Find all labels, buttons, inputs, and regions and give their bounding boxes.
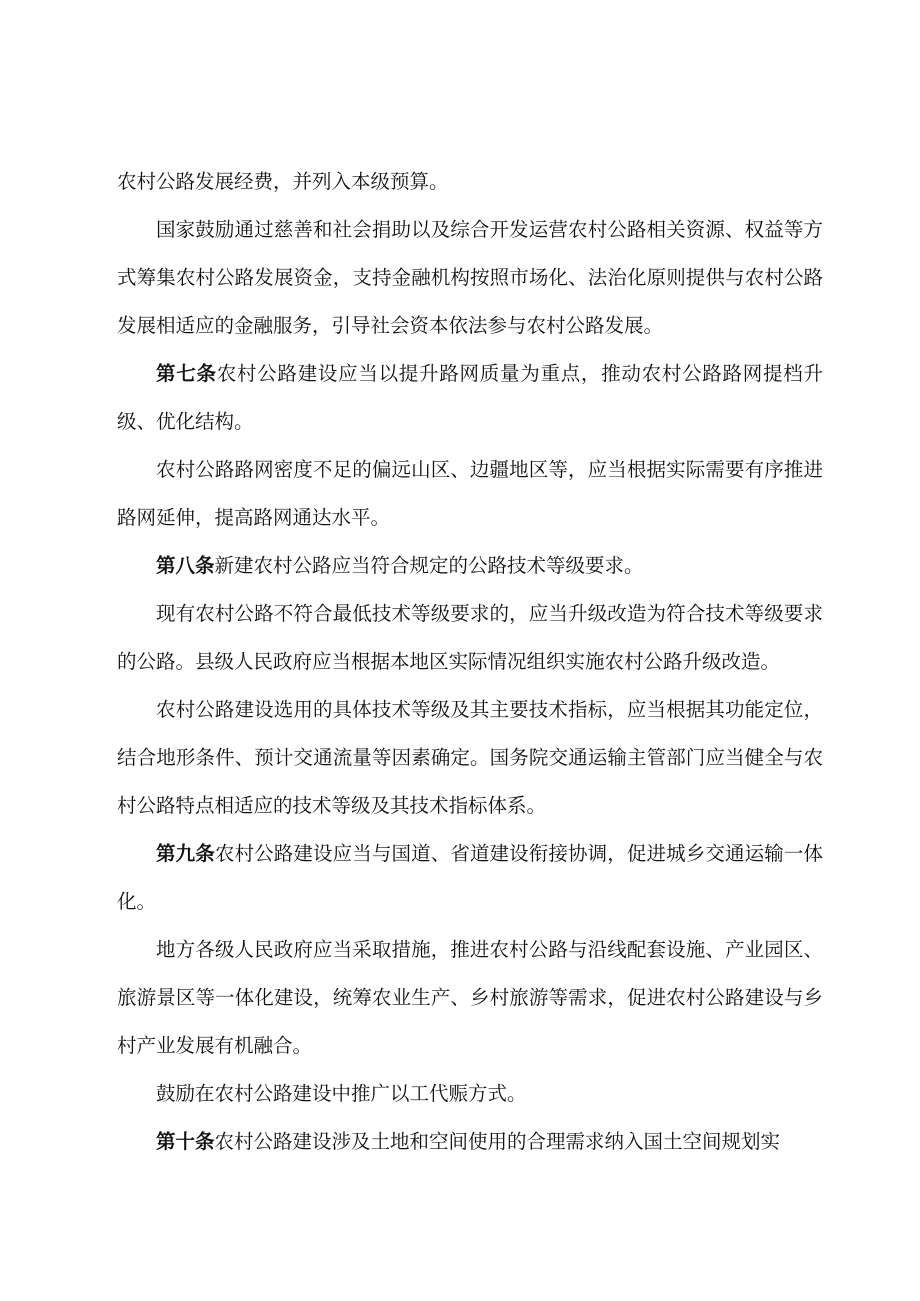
article-10-paragraph (117, 1118, 823, 1166)
paragraph-text: 国家鼓励通过慈善和社会捐助以及综合开发运营农村公路相关资源、权益等方式筹集农村公路发展资金，支持金融机构按照市场化、法治化原则提供与农村公路发展相适应的金融服务，引导社会资本依法参与农村公路发展。 (117, 218, 823, 337)
paragraph-text: 地方各级人民政府应当采取措施，推进农村公路与沿线配套设施、产业园区、旅游景区等一体化建设，统筹农业生产、乡村旅游等需求，促进农村公路建设与乡村产业发展有机融合。 (117, 938, 823, 1057)
paragraph-text: 农村公路发展经费，并列入本级预算。 (117, 170, 449, 193)
paragraph-text: 现有农村公路不符合最低技术等级要求的，应当升级改造为符合技术等级要求的公路。县级人民政府应当根据本地区实际情况组织实施农村公路升级改造。 (117, 602, 823, 673)
article-number: 第九条 (156, 842, 215, 865)
paragraph-7 (117, 686, 823, 830)
paragraph-text: 农村公路建设涉及土地和空间使用的合理需求纳入国土空间规划实 (214, 1130, 781, 1153)
paragraph-1 (117, 158, 823, 206)
article-number: 第七条 (156, 362, 217, 385)
article-number: 第八条 (156, 554, 215, 577)
paragraph-9 (117, 926, 823, 1070)
paragraph-text: 新建农村公路应当符合规定的公路技术等级要求。 (214, 554, 644, 577)
document-page (117, 158, 823, 1166)
article-9-paragraph (117, 830, 823, 926)
paragraph-text: 农村公路路网密度不足的偏远山区、边疆地区等，应当根据实际需要有序推进路网延伸，提高路网通达水平。 (117, 458, 823, 529)
article-7-paragraph (117, 350, 823, 446)
paragraph-text: 鼓励在农村公路建设中推广以工代赈方式。 (156, 1082, 527, 1105)
paragraph-text: 农村公路建设应当以提升路网质量为重点，推动农村公路路网提档升级、优化结构。 (117, 362, 823, 433)
paragraph-10 (117, 1070, 823, 1118)
paragraph-text: 农村公路建设选用的具体技术等级及其主要技术指标，应当根据其功能定位，结合地形条件、预计交通流量等因素确定。国务院交通运输主管部门应当健全与农村公路特点相适应的技术等级及其技术指标体系。 (117, 698, 823, 817)
paragraph-2 (117, 206, 823, 350)
paragraph-6 (117, 590, 823, 686)
paragraph-text: 农村公路建设应当与国道、省道建设衔接协调，促进城乡交通运输一体化。 (117, 842, 823, 913)
article-number: 第十条 (156, 1130, 215, 1153)
paragraph-4 (117, 446, 823, 542)
article-8-paragraph (117, 542, 823, 590)
